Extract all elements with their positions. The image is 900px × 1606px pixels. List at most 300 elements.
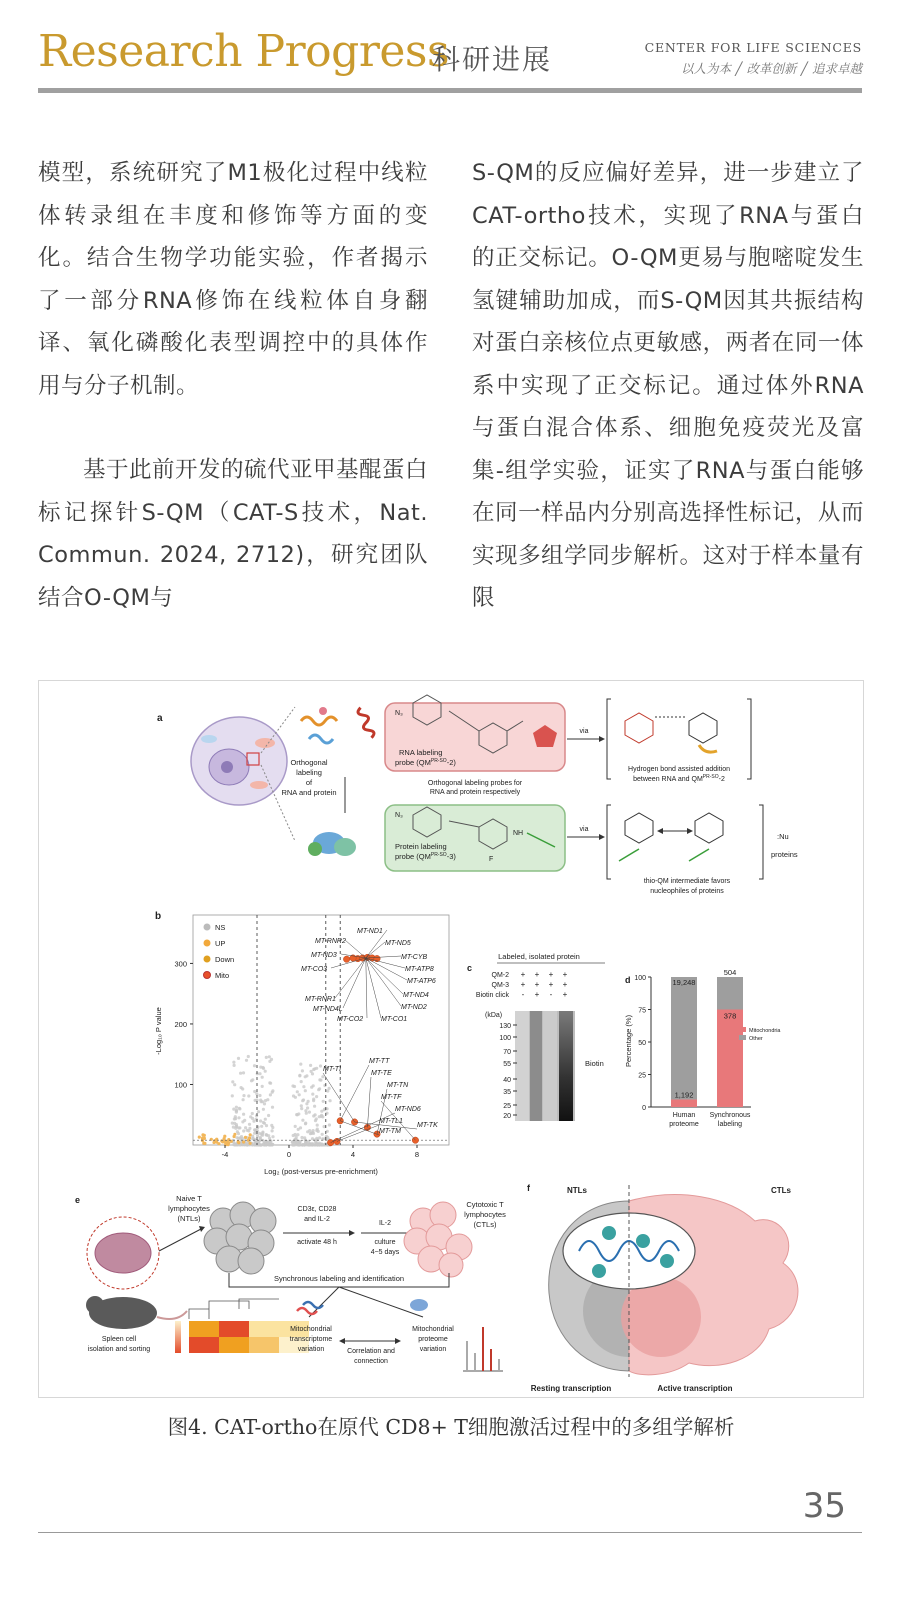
down-point xyxy=(237,1140,240,1143)
ns-point xyxy=(264,1070,267,1073)
ns-point xyxy=(319,1064,322,1067)
naive-text-1: Naive T xyxy=(176,1194,202,1203)
legend-up-dot xyxy=(204,940,211,947)
bar-data-label: 1,192 xyxy=(674,1090,694,1100)
gene-label-top: MT-ND4L xyxy=(313,1006,343,1013)
ns-point xyxy=(267,1114,270,1117)
ns-point xyxy=(269,1093,272,1096)
ns-point xyxy=(269,1143,272,1146)
naive-cells xyxy=(204,1202,276,1274)
ns-point xyxy=(321,1075,324,1078)
down-point xyxy=(223,1135,226,1138)
panel-f xyxy=(527,1183,798,1393)
gene-label-bottom: MT-ND6 xyxy=(395,1106,421,1113)
ns-point xyxy=(242,1098,245,1101)
marker-label: 20 xyxy=(503,1113,511,1120)
header-rule xyxy=(38,88,862,93)
western-sign: - xyxy=(549,990,553,999)
ns-point xyxy=(300,1107,303,1110)
ns-point xyxy=(259,1066,262,1069)
panel-c-label: c xyxy=(467,963,473,973)
gene-label-bottom: MT-TM xyxy=(379,1128,401,1135)
ns-point xyxy=(312,1129,315,1132)
ns-point xyxy=(261,1076,264,1079)
down-point xyxy=(201,1133,204,1136)
ns-point xyxy=(306,1106,309,1109)
ns-point xyxy=(269,1082,272,1085)
ns-point xyxy=(235,1136,238,1139)
gene-label-top: MT-ND4 xyxy=(403,992,429,999)
activate-text-3: activate 48 h xyxy=(297,1239,337,1246)
ns-point xyxy=(234,1143,237,1146)
ns-point xyxy=(259,1119,262,1122)
gene-label-bottom: MT-TT xyxy=(369,1058,390,1065)
volcano-xlabel: Log₂ (post-versus pre-enrichment) xyxy=(264,1167,378,1176)
thio-text-2: nucleophiles of proteins xyxy=(650,888,724,895)
ns-point xyxy=(259,1136,262,1139)
western-sign: + xyxy=(520,970,526,979)
western-title: Labeled, isolated protein xyxy=(498,952,580,961)
left-paragraph-2: 基于此前开发的硫代亚甲基醌蛋白标记探针S-QM（CAT-S技术，Nat. Commun. 2024, 2712)，研究团队结合O-QM与 xyxy=(38,457,429,611)
header-title: Research Progress xyxy=(38,26,450,77)
ns-point xyxy=(304,1089,307,1092)
bar-y-tick-label: 100 xyxy=(634,975,646,982)
down-point xyxy=(221,1140,224,1143)
ns-point xyxy=(237,1126,240,1129)
marker-label: 130 xyxy=(499,1023,511,1030)
ns-point xyxy=(261,1085,264,1088)
bar-legend-other: Other xyxy=(749,1036,763,1042)
down-point xyxy=(203,1142,206,1145)
ns-point xyxy=(296,1133,299,1136)
header-title-cn: 科研进展 xyxy=(432,43,553,76)
figure-svg xyxy=(39,681,864,1398)
spleen-organ xyxy=(95,1233,151,1273)
gene-leader-line xyxy=(366,958,403,994)
blot-lane-1 xyxy=(515,1011,529,1121)
ns-point xyxy=(260,1125,263,1128)
rna-probe-label-1: RNA labeling xyxy=(399,748,443,757)
ns-point xyxy=(322,1143,325,1146)
ns-point xyxy=(258,1094,261,1097)
ns-point xyxy=(264,1099,267,1102)
western-signs xyxy=(476,970,568,999)
marker-label: 25 xyxy=(503,1103,511,1110)
header-org-block xyxy=(645,40,862,77)
gene-label-top: MT-ATP6 xyxy=(407,978,436,985)
western-sign: + xyxy=(534,970,540,979)
left-column xyxy=(38,152,428,619)
marker-label: 70 xyxy=(503,1049,511,1056)
ns-point xyxy=(237,1116,240,1119)
panel-b-label: b xyxy=(155,911,162,922)
ns-point xyxy=(298,1143,301,1146)
hbond-text-1: Hydrogen bond assisted addition xyxy=(628,766,730,773)
panel-f-label: f xyxy=(527,1183,530,1193)
bar-y-tick-label: 50 xyxy=(638,1040,646,1047)
ns-point xyxy=(323,1125,326,1128)
western-row-label: QM-3 xyxy=(491,982,509,989)
middle-text-1: Orthogonal labeling probes for xyxy=(427,780,523,787)
ns-point xyxy=(252,1120,255,1123)
ns-point xyxy=(239,1072,242,1075)
gene-label-bottom: MT-TK xyxy=(417,1122,438,1129)
protein-probe-label-1: Protein labeling xyxy=(395,842,447,851)
ns-point xyxy=(309,1064,312,1067)
right-column xyxy=(472,152,864,620)
ctls-label: CTLs xyxy=(771,1186,791,1195)
western-kda: (kDa) xyxy=(485,1012,503,1019)
ns-point xyxy=(264,1143,267,1146)
ns-point xyxy=(305,1102,308,1105)
x-tick-label: 0 xyxy=(286,1150,292,1159)
gene-leader-line xyxy=(366,958,401,1006)
x-tick-label: 4 xyxy=(350,1150,356,1159)
mito-prot-text-3: variation xyxy=(419,1346,447,1353)
correlation-text-2: connection xyxy=(354,1358,388,1365)
ns-point xyxy=(302,1143,305,1146)
mito-trans-text-1: Mitochondrial xyxy=(290,1326,332,1333)
ns-point xyxy=(253,1064,256,1067)
ns-point xyxy=(262,1108,265,1111)
ns-point xyxy=(232,1126,235,1129)
ns-point xyxy=(321,1133,324,1136)
blot-lane-3 xyxy=(543,1011,557,1121)
western-markers xyxy=(499,1023,517,1120)
legend-down: Down xyxy=(215,955,235,964)
via-2: via xyxy=(579,826,589,833)
legend-mito-dot xyxy=(204,972,211,979)
gene-label-top: MT-ND2 xyxy=(401,1004,427,1011)
gene-label-bottom: MT-TI xyxy=(323,1066,342,1073)
activate-text-2: and IL-2 xyxy=(304,1216,330,1223)
panel-a xyxy=(157,695,798,895)
header-org: CENTER FOR LIFE SCIENCES xyxy=(644,40,862,55)
hbond-text-2: between RNA and $QM^{PR-SO}-2$ xyxy=(633,774,725,783)
western-sign: + xyxy=(534,990,540,999)
gene-leader-line xyxy=(366,958,367,1018)
ns-point xyxy=(301,1099,304,1102)
western-sign: + xyxy=(548,980,554,989)
ntls-label: NTLs xyxy=(567,1186,587,1195)
ns-point xyxy=(247,1055,250,1058)
ns-point xyxy=(299,1063,302,1066)
ns-point xyxy=(322,1100,325,1103)
ns-point xyxy=(314,1142,317,1145)
middle-text-2: RNA and protein respectively xyxy=(429,789,521,796)
heatmap xyxy=(175,1299,309,1353)
ns-point xyxy=(292,1134,295,1137)
ns-point xyxy=(300,1136,303,1139)
mito-point xyxy=(343,956,349,962)
protein-probe-nh: NH xyxy=(513,830,524,837)
y-tick-label: 300 xyxy=(174,959,187,969)
gene-label-bottom: MT-TF xyxy=(381,1094,402,1101)
bar-category-label: labeling xyxy=(717,1121,743,1128)
ns-point xyxy=(297,1112,300,1115)
down-point xyxy=(249,1142,252,1145)
gene-leader-line xyxy=(366,958,381,1018)
western-sign: + xyxy=(562,970,568,979)
ns-point xyxy=(241,1087,244,1090)
panel-e-label: e xyxy=(75,1195,81,1205)
ns-point xyxy=(297,1128,300,1131)
legend-down-dot xyxy=(204,956,211,963)
spleen-text-2: isolation and sorting xyxy=(87,1346,151,1353)
orthogonal-text-3: of xyxy=(305,778,313,787)
ns-point xyxy=(318,1136,321,1139)
ns-point xyxy=(251,1078,254,1081)
marker-label: 35 xyxy=(503,1089,511,1096)
ns-point xyxy=(241,1120,244,1123)
mito-prot-text-1: Mitochondrial xyxy=(412,1326,454,1333)
panel-a-label: a xyxy=(157,713,163,724)
ns-point xyxy=(261,1131,264,1134)
gene-label-top: MT-ND3 xyxy=(311,952,337,959)
gene-leader-line xyxy=(340,1065,369,1121)
down-point xyxy=(242,1140,245,1143)
panel-c xyxy=(467,952,605,1121)
nu-text: :Nu xyxy=(777,832,789,841)
blot-lane-2 xyxy=(530,1011,542,1121)
ns-point xyxy=(265,1124,268,1127)
ns-point xyxy=(237,1057,240,1060)
mito-point xyxy=(334,1138,340,1144)
ns-point xyxy=(236,1130,239,1133)
activate-text-1: CD3ε, CD28 xyxy=(297,1206,337,1213)
page-number: 35 xyxy=(802,1486,846,1526)
ns-point xyxy=(235,1111,238,1114)
ns-point xyxy=(315,1137,318,1140)
culture-text-1: IL-2 xyxy=(378,1220,392,1227)
right-paragraph-1: S-QM的反应偏好差异，进一步建立了CAT-ortho技术，实现了RNA与蛋白的正交标记。O-QM更易与胞嘧啶发生氢键辅助加成，而S-QM因其共振结构对蛋白亲核位点更敏感，两者在同一体系中实现了正交标记。通过体外RNA与蛋白混合体系、细胞免疫荧光及富集-组学实验，证实了RNA与蛋白能够在同一样品内分别高选择性标记，从而实现多组学同步解析。这对于样本量有限 xyxy=(472,160,864,611)
gene-label-top: MT-RNR2 xyxy=(315,938,346,945)
ns-point xyxy=(231,1094,234,1097)
bar-legend-mito-swatch xyxy=(739,1027,746,1032)
culture-text-2: culture xyxy=(374,1239,396,1246)
footer-rule xyxy=(38,1532,862,1533)
bar-legend-other-swatch xyxy=(739,1035,746,1040)
ns-point xyxy=(255,1092,258,1095)
ns-point xyxy=(232,1108,235,1111)
bar-mitochondria xyxy=(671,1099,697,1107)
gene-leader-line xyxy=(366,958,405,968)
ns-point xyxy=(254,1099,257,1102)
ns-point xyxy=(308,1143,311,1146)
bar-other xyxy=(671,977,697,1099)
cytotoxic-text-2: lymphocytes xyxy=(464,1210,506,1219)
ns-point xyxy=(315,1117,318,1120)
bar-data-label: 19,248 xyxy=(672,978,696,987)
ns-point xyxy=(247,1129,250,1132)
x-tick-label: 8 xyxy=(414,1150,420,1159)
header-motto: 以人为本 ╱ 改革创新 ╱ 追求卓越 xyxy=(681,61,862,76)
blot-lane-4 xyxy=(559,1011,573,1121)
ns-point xyxy=(256,1126,259,1129)
western-sign: + xyxy=(534,980,540,989)
mito-point xyxy=(327,1139,333,1145)
ns-point xyxy=(265,1056,268,1059)
western-sign: + xyxy=(520,980,526,989)
cytotoxic-text-3: (CTLs) xyxy=(473,1220,497,1229)
down-point xyxy=(244,1136,247,1139)
ns-point xyxy=(316,1124,319,1127)
gene-label-top: MT-ND5 xyxy=(385,940,411,947)
spleen-text-1: Spleen cell xyxy=(101,1336,137,1343)
panel-d-label: d xyxy=(625,975,631,985)
ns-point xyxy=(294,1125,297,1128)
ctl-cells xyxy=(404,1202,472,1277)
bar-y-tick-label: 25 xyxy=(638,1072,646,1080)
ns-point xyxy=(268,1055,271,1058)
bar-y-tick-label: 75 xyxy=(638,1007,646,1015)
gene-label-top: MT-CO1 xyxy=(381,1016,408,1023)
ns-point xyxy=(301,1069,304,1072)
ns-point xyxy=(298,1074,301,1077)
ns-point xyxy=(318,1087,321,1090)
marker-label: 100 xyxy=(499,1035,511,1042)
down-point xyxy=(249,1133,252,1136)
bar-other xyxy=(717,977,743,1010)
ns-point xyxy=(264,1118,267,1121)
orthogonal-text-1: Orthogonal xyxy=(290,758,328,767)
volcano-ylabel: -Log₁₀ P value xyxy=(154,1007,163,1055)
ns-point xyxy=(271,1106,274,1109)
western-sign: - xyxy=(521,990,525,999)
ns-point xyxy=(248,1123,251,1126)
ns-point xyxy=(312,1099,315,1102)
gene-label-top: MT-CYB xyxy=(401,954,428,961)
ns-point xyxy=(308,1111,311,1114)
ns-point xyxy=(293,1143,296,1146)
panel-e xyxy=(75,1194,506,1371)
ns-point xyxy=(315,1067,318,1070)
ns-point xyxy=(296,1090,299,1093)
thio-text-1: thio-QM intermediate favors xyxy=(643,878,731,885)
via-1: via xyxy=(579,728,589,735)
ns-point xyxy=(258,1072,261,1075)
ns-point xyxy=(310,1070,313,1073)
ns-point xyxy=(238,1107,241,1110)
western-lane-label: Biotin xyxy=(585,1059,604,1068)
gene-label-top: MT-ND1 xyxy=(357,928,383,935)
ns-point xyxy=(242,1113,245,1116)
gene-label-top: MT-ATP8 xyxy=(405,966,434,973)
ns-point xyxy=(271,1126,274,1129)
bar-data-label: 504 xyxy=(723,968,737,977)
y-tick-label: 100 xyxy=(174,1080,187,1090)
ns-point xyxy=(320,1110,323,1113)
ns-point xyxy=(242,1094,245,1097)
protein-probe-label-2: probe $(QM^{PR-SO}-3)$ xyxy=(395,852,456,861)
ns-point xyxy=(292,1094,295,1097)
ns-point xyxy=(242,1129,245,1132)
panel-b xyxy=(154,911,449,1176)
mass-spectrum xyxy=(463,1327,503,1371)
mito-trans-text-2: transcriptome xyxy=(289,1336,333,1343)
bar-category-label: Human xyxy=(672,1112,696,1119)
ns-point xyxy=(242,1071,245,1074)
rna-probe-label-2: probe $(QM^{PR-SO}-2)$ xyxy=(395,758,456,767)
ns-point xyxy=(231,1080,234,1083)
resting-label: Resting transcription xyxy=(530,1384,612,1393)
ns-point xyxy=(310,1132,313,1135)
bar-category-label: proteome xyxy=(669,1121,699,1128)
ns-point xyxy=(300,1104,303,1107)
ns-point xyxy=(310,1086,313,1089)
figure-4 xyxy=(38,680,864,1398)
bar-mitochondria xyxy=(717,1010,743,1108)
ns-point xyxy=(301,1119,304,1122)
naive-text-2: lymphocytes xyxy=(168,1204,210,1213)
bar-category-label: Synchronous xyxy=(709,1112,751,1119)
ns-point xyxy=(247,1094,250,1097)
ns-point xyxy=(328,1087,331,1090)
down-point xyxy=(227,1143,230,1146)
bar-data-label: 378 xyxy=(723,1011,737,1021)
left-paragraph-1: 模型，系统研究了M1极化过程中线粒体转录组在丰度和修饰等方面的变化。结合生物学功能实验，作者揭示了一部分RNA修饰在线粒体自身翻译、氧化磷酸化表型调控中的具体作用与分子机制。 xyxy=(38,160,428,399)
rna-probe-n3: N₃ xyxy=(395,710,403,717)
orthogonal-text-4: RNA and protein xyxy=(281,788,337,797)
ns-point xyxy=(312,1068,315,1071)
ns-point xyxy=(235,1106,238,1109)
gene-leader-line xyxy=(366,958,407,980)
western-sign: + xyxy=(562,990,568,999)
western-sign: + xyxy=(562,980,568,989)
sync-text: Synchronous labeling and identification xyxy=(273,1274,405,1283)
cytotoxic-text-1: Cytotoxic T xyxy=(466,1200,504,1209)
proteins-text: proteins xyxy=(771,850,798,859)
gene-label-bottom: MT-TL1 xyxy=(379,1118,403,1125)
ns-point xyxy=(320,1114,323,1117)
ns-point xyxy=(270,1058,273,1061)
ns-point xyxy=(233,1064,236,1067)
ns-point xyxy=(304,1122,307,1125)
ns-point xyxy=(232,1061,235,1064)
figure-caption: 图4. CAT-ortho在原代 CD8+ T细胞激活过程中的多组学解析 xyxy=(167,1415,735,1439)
marker-label: 40 xyxy=(503,1077,511,1084)
ns-point xyxy=(311,1093,314,1096)
ns-point xyxy=(271,1091,274,1094)
ns-point xyxy=(271,1129,274,1132)
active-label: Active transcription xyxy=(657,1384,733,1393)
bar-ylabel: Percentage (%) xyxy=(624,1014,633,1068)
ns-point xyxy=(300,1080,303,1083)
correlation-text-1: Correlation and xyxy=(347,1348,395,1355)
ns-point xyxy=(305,1112,308,1115)
ns-point xyxy=(263,1102,266,1105)
naive-text-3: (NTLs) xyxy=(177,1214,201,1223)
western-row-label: Biotin click xyxy=(475,992,509,999)
ns-point xyxy=(319,1079,322,1082)
gene-leader-line xyxy=(367,1077,371,1127)
ns-point xyxy=(298,1093,301,1096)
ns-point xyxy=(306,1130,309,1133)
down-point xyxy=(233,1133,236,1136)
ns-point xyxy=(328,1123,331,1126)
legend-ns-dot xyxy=(204,924,211,931)
x-tick-label: -4 xyxy=(221,1150,229,1159)
ns-point xyxy=(313,1105,316,1108)
ns-point xyxy=(235,1123,238,1126)
ns-point xyxy=(251,1112,254,1115)
ns-point xyxy=(233,1083,236,1086)
gene-label-top: MT-CO2 xyxy=(337,1016,364,1023)
legend-mito: Mito xyxy=(215,971,230,980)
protein-probe-f: F xyxy=(489,856,494,863)
legend-ns: NS xyxy=(215,923,226,932)
western-row-label: QM-2 xyxy=(491,972,509,979)
